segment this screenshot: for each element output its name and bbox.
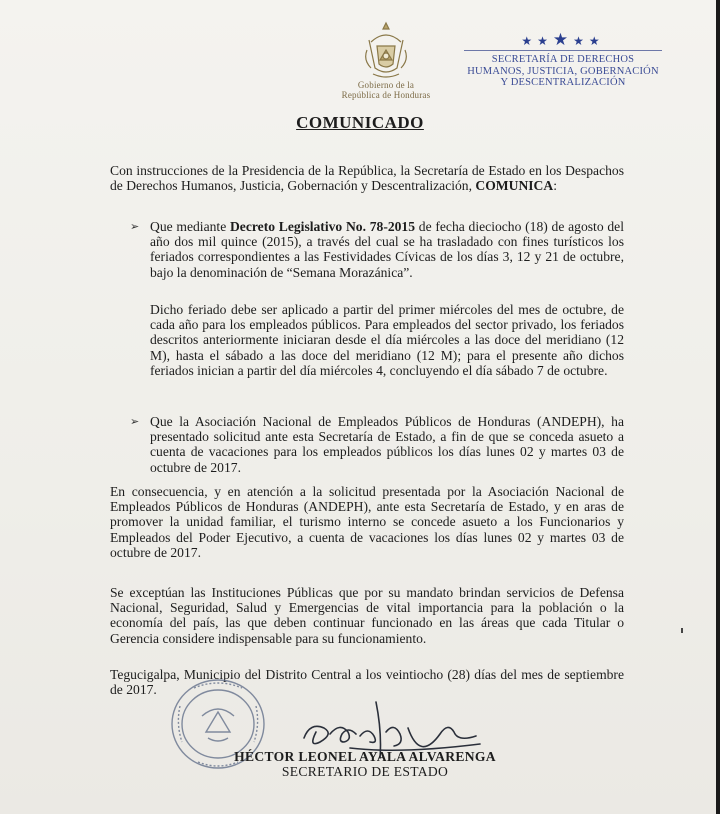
arrow-bullet-icon: ➢ — [130, 220, 140, 233]
secretariat-name-line: SECRETARÍA DE DERECHOS — [491, 54, 635, 65]
document-title: COMUNICADO — [296, 113, 424, 132]
bullet-item-andeph — [130, 414, 624, 475]
coat-of-arms-icon — [363, 20, 409, 80]
intro-text: Con instrucciones de la Presidencia de la República, la Secretaría de Estado en los Despachos de Derechos Humanos, Justicia, Gobernación y Descentralización, — [110, 163, 624, 194]
bullet-item-decree — [130, 219, 624, 280]
government-label-line1: Gobierno de la — [357, 80, 415, 90]
consequence-paragraph: En consecuencia, y en atención a la solicitud presentada por la Asociación Nacional de Empleados Públicos de Honduras (ANDEPH), ante esta Secretaría de Estado, y en aras de promover la unidad familiar, el turismo interno se concede asueto a los Funcionarios y Empleados del Poder Ejecutivo, a cuenta de vacaciones los días lunes 02 y martes 03 de octubre de 2017. — [110, 484, 624, 560]
star-icon: ★ — [588, 34, 605, 48]
bullet1-second-paragraph: Dicho feriado debe ser aplicado a partir del primer miércoles del mes de octubre, de cada año para los empleados públicos. Para empleados del sector privado, los feriados descritos anteriormente iniciaran desde el día miércoles a las doce del meridiano (12 M), hasta el sábado a las doce del meridiano (12 M); para el presente año dichos feriados inician a partir del día miércoles 4, concluyendo el día sábado 7 de octubre. — [150, 302, 624, 378]
divider — [464, 50, 662, 51]
paper-speck — [681, 628, 683, 633]
place-date-paragraph: Tegucigalpa, Municipio del Distrito Central a los veintiocho (28) días del mes de septiembre de 2017. — [110, 667, 624, 698]
bullet1-post: de fecha dieciocho (18) de agosto del año dos mil quince (2015), a través del cual se ha trasladado con fines turísticos los feriados correspondientes a las Festividades Cívicas de los días 3, 12 y 21 de octubre, bajo la denominación de “Semana Morazánica”. — [150, 219, 624, 280]
arrow-bullet-icon: ➢ — [130, 415, 140, 428]
secretariat-name-line: HUMANOS, JUSTICIA, GOBERNACIÓN — [467, 65, 659, 77]
bullet1-pre: Que mediante — [150, 219, 230, 234]
signatory-title: SECRETARIO DE ESTADO — [281, 764, 449, 779]
star-icon: ★ — [537, 34, 553, 48]
stars-row — [458, 32, 668, 48]
intro-bold: COMUNICA — [475, 178, 554, 194]
government-label-line2: República de Honduras — [341, 90, 431, 100]
star-icon: ★ — [573, 34, 589, 48]
intro-paragraph — [110, 163, 624, 193]
secretariat-block — [458, 32, 668, 89]
decree-number: Decreto Legislativo No. 78-2015 — [229, 219, 416, 234]
intro-end: : — [553, 178, 557, 194]
star-icon: ★ — [552, 30, 574, 49]
bullet2-text: Que la Asociación Nacional de Empleados Públicos de Honduras (ANDEPH), ha presentado solicitud ante esta Secretaría de Estado, a fin de que se conceda asueto a cuenta de vacaciones para los empleados públicos los días lunes 02 y martes 03 de octubre de 2017. — [150, 414, 624, 475]
star-icon: ★ — [521, 34, 538, 48]
signatory-name: HÉCTOR LEONEL AYALA ALVARENGA — [234, 749, 496, 764]
government-logo-block — [326, 20, 446, 100]
exception-paragraph: Se exceptúan las Instituciones Públicas que por su mandato brindan servicios de Defensa Nacional, Seguridad, Salud y Emergencias de vital importancia para la población o la economía del país, las que deben continuar funcionado en las áreas que cada Titular o Gerencia considere indispensable para su funcionamiento. — [110, 585, 624, 646]
secretariat-name-line: Y DESCENTRALIZACIÓN — [500, 77, 626, 88]
